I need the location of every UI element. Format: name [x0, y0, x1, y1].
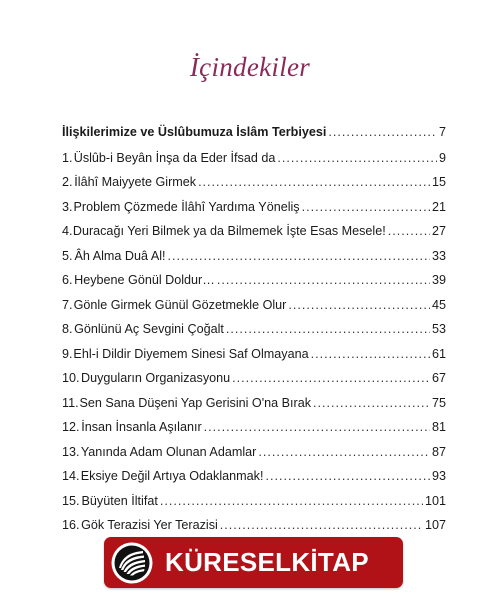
toc-entry-row: [62, 445, 446, 470]
toc-entry-number: 10.: [62, 371, 80, 385]
toc-entry-number: 5.: [62, 248, 73, 263]
page-title: İçindekiler: [189, 52, 311, 82]
toc-entry-title: Duyguların Organizasyonu: [81, 371, 231, 385]
toc-entry-number: 1.: [62, 150, 73, 165]
toc-page-number: 107: [424, 518, 446, 532]
toc-entry-title: Âh Alma Duâ Al!: [74, 248, 166, 263]
toc-entry-row: [62, 175, 446, 200]
toc-page-number: 27: [431, 224, 446, 238]
toc-page-number: 39: [431, 273, 446, 287]
toc-page-number: 67: [431, 371, 446, 385]
toc-entry-row: [62, 200, 446, 225]
toc-entry-row: [62, 347, 446, 372]
toc-entry-number: 2.: [62, 175, 73, 189]
toc-entry-number: 15.: [62, 493, 80, 508]
dot-leader: [168, 249, 430, 263]
toc-entry-row: [62, 469, 446, 494]
toc-entry-title: Üslûb-i Beyân İnşa da Eder İfsad da: [73, 150, 276, 165]
toc-entry-title: Büyüten İltifat: [81, 493, 158, 508]
toc-entry-title: İnsan İnsanla Aşılanır: [81, 420, 202, 434]
dot-leader: [265, 469, 430, 483]
toc-entry-row: [62, 322, 446, 347]
toc-page-number: 87: [431, 444, 446, 459]
toc-entry-number: 14.: [62, 469, 80, 483]
dot-leader: [302, 200, 430, 214]
toc-entry-number: 11.: [62, 395, 79, 410]
toc-entry-number: 13.: [62, 444, 80, 459]
toc-page-number: 101: [424, 493, 446, 508]
toc-entry-row: [62, 151, 446, 176]
toc-entry-row: [62, 396, 446, 421]
toc-intro-row: [62, 125, 446, 150]
kureselkitap-logo: [104, 537, 403, 588]
dot-leader: [232, 371, 430, 385]
dot-leader: [217, 273, 430, 287]
toc-entry-title: Heybene Gönül Doldur…: [74, 273, 215, 287]
toc-entry-row: [62, 273, 446, 298]
toc-entry-number: 8.: [62, 322, 73, 336]
globe-logo-icon: [110, 541, 154, 585]
toc-page-number: 15: [431, 175, 446, 189]
toc-entry-number: 12.: [62, 420, 80, 434]
brand-name: KÜRESELKİTAP: [165, 547, 369, 577]
toc-page-number: 93: [431, 469, 446, 483]
toc-entry-row: [62, 420, 446, 445]
toc-intro-title: İlişkilerimize ve Üslûbumuza İslâm Terbiyesi: [62, 125, 327, 139]
toc-entry-title: Ehl-i Dildir Diyemem Sinesi Saf Olmayana: [73, 346, 309, 361]
dot-leader: [277, 151, 437, 165]
toc-page-number: 33: [431, 248, 446, 263]
toc-entry-number: 3.: [62, 199, 73, 214]
dot-leader: [226, 322, 430, 336]
toc-entry-title: Duracağı Yeri Bilmek ya da Bilmemek İşte Esas Mesele!: [72, 224, 386, 238]
toc-page-number: 75: [431, 395, 446, 410]
toc-entry-title: İlâhî Maiyyete Girmek: [74, 175, 197, 189]
toc-entry-row: [62, 224, 446, 249]
toc-entry-title: Eksiye Değil Artıya Odaklanmak!: [80, 469, 264, 483]
toc-entries: [62, 151, 446, 543]
toc-entry-title: Sen Sana Düşeni Yap Gerisini O'na Bırak: [79, 395, 312, 410]
toc-entry-number: 4.: [62, 224, 73, 238]
toc-page-number: 21: [431, 199, 446, 214]
dot-leader: [258, 445, 430, 459]
toc-entry-row: [62, 249, 446, 274]
toc-page-number: 53: [431, 322, 446, 336]
dot-leader: [311, 347, 430, 361]
toc-entry-row: [62, 494, 446, 519]
toc-page-number: 45: [431, 297, 446, 312]
toc-entry-number: 6.: [62, 273, 73, 287]
toc-entry-number: 9.: [62, 346, 73, 361]
toc-entry-number: 7.: [62, 297, 73, 312]
toc-entry-number: 16.: [62, 518, 80, 532]
table-of-contents: [62, 125, 446, 543]
toc-entry-title: Gönle Girmek Günül Gözetmekle Olur: [73, 297, 287, 312]
dot-leader: [388, 224, 430, 238]
dot-leader: [160, 494, 423, 508]
toc-entry-row: [62, 371, 446, 396]
toc-page-number: 7: [438, 125, 446, 139]
toc-page-number: 81: [431, 420, 446, 434]
toc-entry-title: Yanında Adam Olunan Adamlar: [80, 444, 257, 459]
toc-page-number: 9: [438, 150, 446, 165]
dot-leader: [198, 175, 430, 189]
toc-entry-title: Gök Terazisi Yer Terazisi: [81, 518, 218, 532]
dot-leader: [313, 396, 430, 410]
toc-page-number: 61: [431, 346, 446, 361]
dot-leader: [204, 420, 430, 434]
dot-leader: [220, 518, 423, 532]
toc-entry-title: Gönlünü Aç Sevgini Çoğalt: [74, 322, 224, 336]
toc-entry-title: Problem Çözmede İlâhî Yardıma Yöneliş: [73, 199, 300, 214]
dot-leader: [328, 125, 437, 139]
dot-leader: [288, 298, 430, 312]
toc-entry-row: [62, 298, 446, 323]
